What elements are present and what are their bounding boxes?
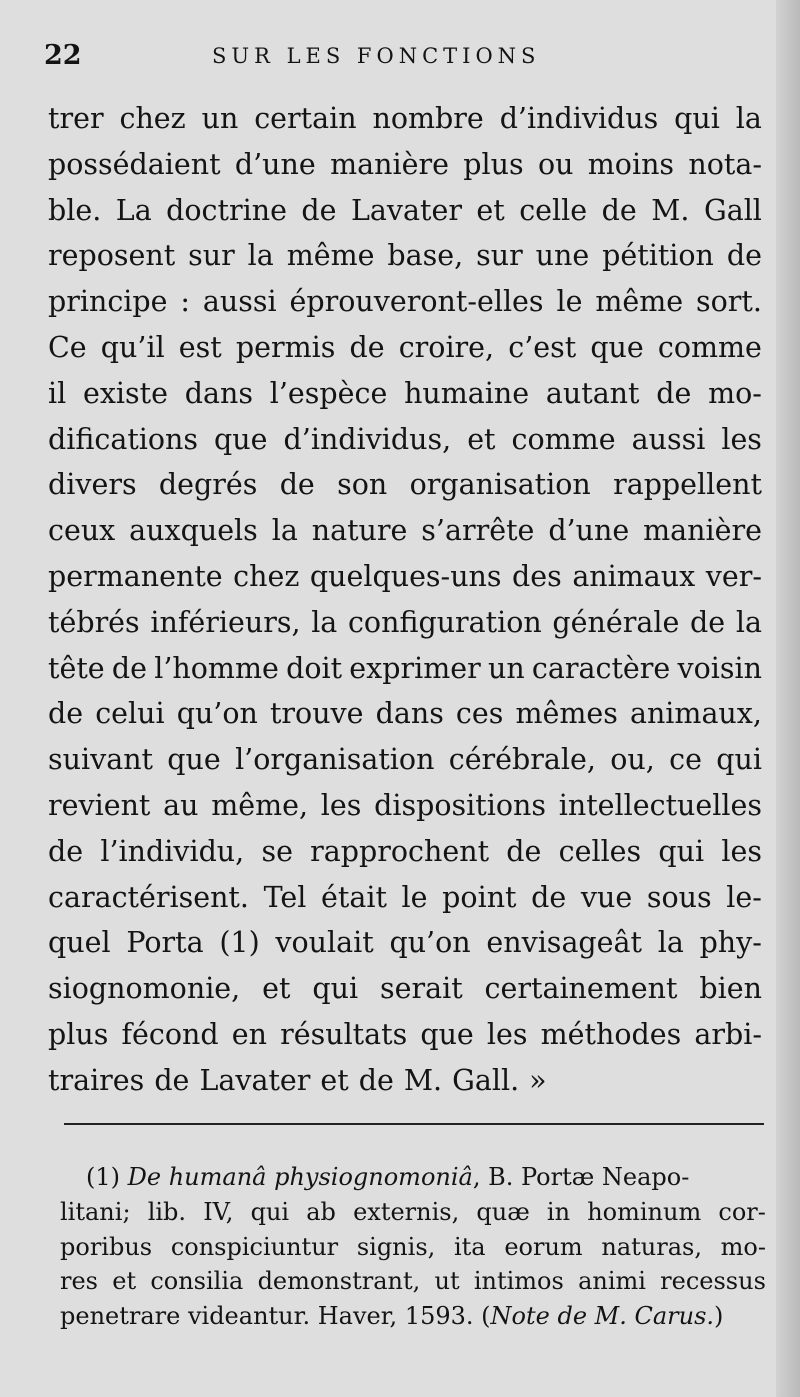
- word: nombre: [372, 102, 484, 135]
- word: intellectuelles: [558, 788, 762, 822]
- word: ble.: [48, 193, 102, 227]
- word: de: [726, 239, 762, 273]
- word: ces: [455, 697, 504, 731]
- word: la: [735, 605, 762, 639]
- word: dans: [184, 376, 253, 410]
- word: divers: [48, 468, 137, 502]
- word: auxquels: [129, 514, 258, 548]
- word: plus: [48, 1017, 109, 1051]
- word: les: [320, 788, 362, 822]
- word: le-: [726, 880, 762, 914]
- word: la: [247, 239, 274, 273]
- word: éprouveront-elles: [289, 285, 544, 319]
- text-line: [48, 417, 762, 463]
- word: caractérisent.: [48, 880, 249, 914]
- footnote-marker: (1): [86, 1163, 120, 1191]
- word: quelques-uns: [309, 559, 502, 593]
- footnote-line: [60, 1160, 766, 1195]
- word: de: [506, 834, 542, 868]
- word: même: [595, 285, 684, 319]
- word: l’individu,: [100, 834, 245, 868]
- word: dispositions: [374, 788, 546, 822]
- word: un: [487, 651, 525, 685]
- word: et: [476, 193, 505, 227]
- word: exprimer: [349, 651, 481, 685]
- word: litani;: [60, 1197, 131, 1226]
- word: principe: [48, 285, 168, 319]
- word: trouve: [269, 697, 364, 731]
- word: cor-: [718, 1197, 766, 1226]
- word: conspiciuntur: [170, 1232, 339, 1261]
- word: quel: [48, 926, 111, 960]
- word: ut: [434, 1267, 460, 1296]
- word: arbi-: [694, 1017, 762, 1051]
- footnote-line: [60, 1195, 766, 1230]
- word: de: [358, 1063, 394, 1097]
- word: qui: [312, 972, 359, 1006]
- word: revient: [48, 788, 151, 822]
- word: le: [401, 880, 428, 914]
- text-line: [48, 371, 762, 417]
- word: de: [48, 697, 84, 731]
- word: un: [201, 102, 239, 135]
- word: que: [167, 743, 221, 777]
- word: res: [60, 1267, 98, 1296]
- text-line: [48, 783, 762, 829]
- text-line: [48, 142, 762, 188]
- footnote-line: penetrare videantur. Haver, 1593. (Note de M. Carus.): [60, 1299, 766, 1334]
- word: permanente: [48, 559, 223, 593]
- word: une: [535, 239, 590, 273]
- footnote-rule: [64, 1123, 764, 1125]
- word: la: [735, 102, 762, 135]
- text-line: [48, 462, 762, 508]
- word: tête: [48, 651, 105, 685]
- word: voulait: [275, 926, 374, 960]
- word: lib.: [147, 1197, 187, 1226]
- word: au: [163, 788, 199, 822]
- text-line: [48, 233, 762, 279]
- word: Porta: [126, 926, 204, 960]
- word: trer: [48, 102, 104, 135]
- text-line: [48, 1012, 762, 1058]
- word: de: [111, 651, 147, 685]
- word: siognomonie,: [48, 972, 241, 1006]
- word: intimos: [473, 1267, 564, 1296]
- word: M.: [403, 1063, 443, 1097]
- word: dans: [375, 697, 444, 731]
- word: l’homme: [154, 651, 279, 685]
- word: qui: [250, 1197, 290, 1226]
- text-line: [48, 554, 762, 600]
- word: ver-: [705, 559, 762, 593]
- word: d’une: [548, 514, 630, 548]
- word: mo-: [708, 376, 762, 410]
- footnote: [60, 1160, 766, 1334]
- word: générale: [552, 605, 680, 639]
- word: qu’on: [389, 926, 471, 960]
- word: est: [178, 330, 222, 364]
- word: caractère: [531, 651, 671, 685]
- word: la: [271, 514, 298, 548]
- word: de: [154, 1063, 190, 1097]
- word: existe: [82, 376, 168, 410]
- word: »: [529, 1063, 547, 1097]
- word: possédaient: [48, 147, 221, 181]
- word: celles: [558, 834, 642, 868]
- word: Lavater: [199, 1063, 311, 1097]
- text-line: [48, 691, 762, 737]
- word: Ce: [48, 330, 87, 364]
- word: comme: [511, 422, 616, 456]
- word: rapprochent: [310, 834, 490, 868]
- word: permis: [235, 330, 336, 364]
- word: suivant: [48, 743, 153, 777]
- word: :: [180, 285, 191, 319]
- word: d’une: [234, 147, 316, 181]
- text-line: [48, 1058, 762, 1104]
- word: signis,: [356, 1232, 436, 1261]
- word: d’individus: [499, 102, 659, 135]
- word: Gall.: [452, 1063, 520, 1097]
- word: et: [262, 972, 291, 1006]
- word: qui: [716, 743, 762, 777]
- word: que: [590, 330, 644, 364]
- word: celle: [519, 193, 588, 227]
- text-line: [48, 829, 762, 875]
- text-line: [48, 875, 762, 921]
- page-header: [44, 40, 770, 80]
- word: animaux,: [629, 697, 762, 731]
- word: moins: [587, 147, 675, 181]
- word: celui: [95, 697, 165, 731]
- word: configuration: [347, 605, 542, 639]
- word: Lavater: [351, 193, 462, 227]
- word: humaine: [404, 376, 530, 410]
- word: l’espèce: [269, 376, 388, 410]
- word: in: [546, 1197, 571, 1226]
- word: reposent: [48, 239, 176, 273]
- word: était: [321, 880, 387, 914]
- word: difications: [48, 422, 199, 456]
- word: animaux: [572, 559, 696, 593]
- word: qu’on: [176, 697, 258, 731]
- word: sur: [476, 239, 523, 273]
- word: et: [467, 422, 496, 456]
- word: comme: [657, 330, 762, 364]
- word: ou,: [610, 743, 655, 777]
- word: que: [214, 422, 268, 456]
- word: inférieurs,: [150, 605, 301, 639]
- word: de: [48, 834, 84, 868]
- word: se: [261, 834, 293, 868]
- text-line: [48, 279, 762, 325]
- word: demonstrant,: [257, 1267, 421, 1296]
- text-line: [48, 737, 762, 783]
- text-line: [48, 188, 762, 234]
- word: IV,: [203, 1197, 234, 1226]
- word: sur: [188, 239, 235, 273]
- word: nature: [311, 514, 408, 548]
- word: animi: [578, 1267, 646, 1296]
- word: autant: [545, 376, 640, 410]
- footnote-attribution: Note de M. Carus.: [490, 1302, 715, 1331]
- text-line: [48, 508, 762, 554]
- text-line: [48, 325, 762, 371]
- word: serait: [379, 972, 463, 1006]
- word: bien: [699, 972, 762, 1006]
- word: l’organisation: [235, 743, 435, 777]
- word: (1): [219, 926, 260, 960]
- word: la: [657, 926, 684, 960]
- word: de: [690, 605, 726, 639]
- word: vue: [580, 880, 633, 914]
- page-number: 22: [44, 40, 82, 71]
- running-title: SUR LES FONCTIONS: [212, 44, 541, 68]
- word: même: [286, 239, 375, 273]
- word: de: [601, 193, 637, 227]
- word: externis,: [353, 1197, 460, 1226]
- word: poribus: [60, 1232, 153, 1261]
- word: d’individus,: [283, 422, 452, 456]
- body-text: [48, 96, 762, 1104]
- word: envisageât: [486, 926, 642, 960]
- word: ou: [537, 147, 574, 181]
- word: de: [656, 376, 692, 410]
- word: aussi: [631, 422, 706, 456]
- word: certain: [254, 102, 357, 135]
- word: les: [721, 422, 762, 456]
- text-line: [48, 600, 762, 646]
- word: aussi: [202, 285, 277, 319]
- word: manière: [643, 514, 762, 548]
- word: la: [311, 605, 338, 639]
- word: c’est: [508, 330, 577, 364]
- word: qu’il: [100, 330, 165, 364]
- word: ce: [669, 743, 702, 777]
- text-line: [48, 96, 762, 142]
- word: ab: [306, 1197, 336, 1226]
- word: chez: [233, 559, 300, 593]
- word: qui: [674, 102, 720, 135]
- word: et: [112, 1267, 137, 1296]
- word: de: [531, 880, 567, 914]
- word: manière: [330, 147, 449, 181]
- text-line: [48, 646, 762, 692]
- word: de: [301, 193, 337, 227]
- word: base,: [387, 239, 464, 273]
- word: que: [420, 1017, 474, 1051]
- word: nota-: [688, 147, 762, 181]
- word: M.: [651, 193, 690, 227]
- word: hominum: [587, 1197, 702, 1226]
- word: de: [349, 330, 385, 364]
- text-line: [48, 920, 762, 966]
- word: il: [48, 376, 67, 410]
- word: croire,: [398, 330, 495, 364]
- word: point: [442, 880, 517, 914]
- word: sort.: [696, 285, 762, 319]
- word: même,: [211, 788, 309, 822]
- word: plus: [463, 147, 524, 181]
- word: son: [337, 468, 388, 502]
- word: en: [231, 1017, 267, 1051]
- word: degrés: [158, 468, 258, 502]
- footnote-title: De humanâ physiognomoniâ: [127, 1163, 473, 1191]
- word: le: [556, 285, 583, 319]
- word: les: [486, 1017, 528, 1051]
- word: doctrine: [166, 193, 287, 227]
- word: quæ: [476, 1197, 530, 1226]
- word: pétition: [602, 239, 714, 273]
- word: les: [721, 834, 762, 868]
- word: doit: [286, 651, 343, 685]
- word: fécond: [121, 1017, 219, 1051]
- word: chez: [119, 102, 186, 135]
- word: phy-: [699, 926, 762, 960]
- word: et: [320, 1063, 349, 1097]
- word: sous: [646, 880, 712, 914]
- word: organisation: [409, 468, 591, 502]
- footnote-line: [60, 1264, 766, 1299]
- word: ita: [453, 1232, 486, 1261]
- word: qui: [658, 834, 705, 868]
- word: cérébrale,: [448, 743, 596, 777]
- word: de: [279, 468, 315, 502]
- word: méthodes: [540, 1017, 682, 1051]
- word: des: [512, 559, 562, 593]
- page-gutter-shadow: [776, 0, 800, 1397]
- word: naturas,: [601, 1232, 702, 1261]
- word: consilia: [150, 1267, 244, 1296]
- word: tébrés: [48, 605, 140, 639]
- word: traires: [48, 1063, 145, 1097]
- word: s’arrête: [421, 514, 535, 548]
- word: eorum: [504, 1232, 583, 1261]
- word: recessus: [660, 1267, 766, 1296]
- footnote-last-text: penetrare videantur. Haver, 1593.: [60, 1302, 474, 1331]
- word: La: [115, 193, 152, 227]
- word: mo-: [720, 1232, 766, 1261]
- word: Gall: [703, 193, 762, 227]
- footnote-line: [60, 1230, 766, 1265]
- word: voisin: [677, 651, 762, 685]
- word: Tel: [263, 880, 307, 914]
- word: ceux: [48, 514, 116, 548]
- text-line: [48, 966, 762, 1012]
- word: rappellent: [613, 468, 762, 502]
- word: certainement: [484, 972, 678, 1006]
- word: mêmes: [515, 697, 618, 731]
- word: résultats: [280, 1017, 408, 1051]
- footnote-line1-rest: , B. Portæ Neapo-: [472, 1163, 690, 1191]
